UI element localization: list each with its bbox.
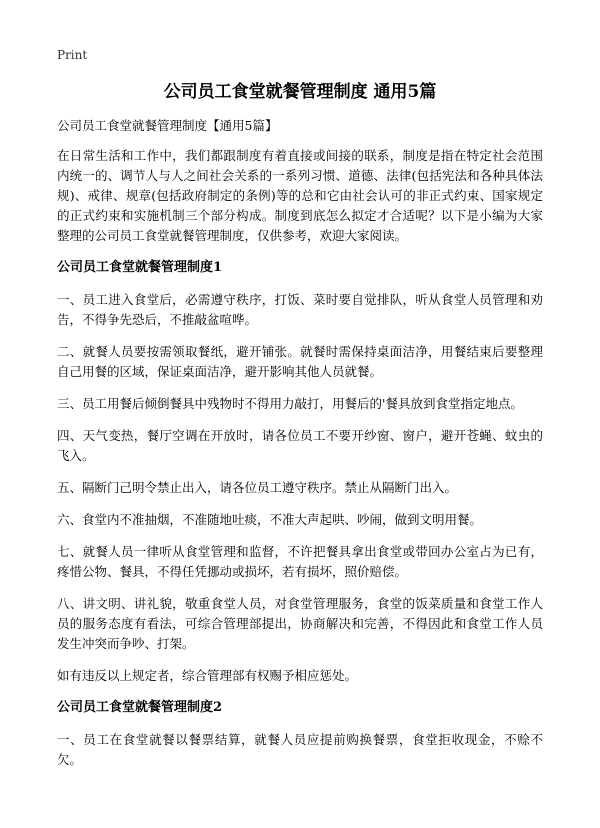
section-1-paragraph: 七、就餐人员一律听从食堂管理和监督，不许把餐具拿出食堂或带回办公室占为已有，疼惜公物、餐具，不得任凭挪动或损坏，若有损坏，照价赔偿。 xyxy=(57,544,543,579)
section-1-paragraph: 五、隔断门己明令禁止出入，请各位员工遵守秩序。禁止从隔断门出入。 xyxy=(57,480,458,495)
section-1-paragraph: 八、讲文明、讲礼貌，敬重食堂人员，对食堂管理服务，食堂的饭菜质量和食堂工作人员的服务态度有看法，可综合管理部提出，协商解决和完善，不得因此和食堂工作人员发生冲突而争吵、打架。 xyxy=(57,596,543,651)
document-subtitle: 公司员工食堂就餐管理制度【通用5篇】 xyxy=(57,118,278,133)
intro-paragraph: 在日常生活和工作中，我们都跟制度有着直接或间接的联系，制度是指在特定社会范围内统一的、调节人与人之间社会关系的一系列习惯、道德、法律(包括宪法和各种具体法规)、戒律、规章(包括政府制定的条例)等的总和它由社会认可的非正式约束、国家规定的正式约束和实施机制三个部分构成。制度到底怎么拟定才合适呢？以下是小编为大家整理的公司员工食堂就餐管理制度，仅供参考，欢迎大家阅读。 xyxy=(57,148,543,243)
section-1-paragraph: 如有违反以上规定者，综合管理部有权赐予相应惩处。 xyxy=(57,668,358,683)
section-1-paragraph: 一、员工进入食堂后，必需遵守秩序，打饭、菜时要自觉排队，听从食堂人员管理和劝告，不得争先恐后，不推敲盆喧哗。 xyxy=(57,292,543,327)
section-1-paragraph: 六、食堂内不准抽烟，不准随地吐痰，不准大声起哄、吵闹，做到文明用餐。 xyxy=(57,512,483,527)
print-link[interactable]: Print xyxy=(57,48,88,62)
document-body xyxy=(57,116,543,782)
section-1-paragraph: 二、就餐人员要按需领取餐纸，避开铺张。就餐时需保持桌面洁净，用餐结束后要整理自己用餐的区域，保证桌面洁净，避开影响其他人员就餐。 xyxy=(57,344,543,379)
section-heading-2: 公司员工食堂就餐管理制度2 xyxy=(57,700,223,715)
section-heading-1: 公司员工食堂就餐管理制度1 xyxy=(57,260,223,275)
section-1-paragraph: 三、员工用餐后倾倒餐具中残物时不得用力敲打，用餐后的'餐具放到食堂指定地点。 xyxy=(57,396,523,411)
document-title: 公司员工食堂就餐管理制度 通用5篇 xyxy=(163,82,437,102)
section-2-paragraph: 一、员工在食堂就餐以餐票结算，就餐人员应提前购换餐票，食堂拒收现金，不赊不欠。 xyxy=(57,732,543,767)
section-1-paragraph: 四、天气变热，餐厅空调在开放时，请各位员工不要开纱窗、窗户，避开苍蝇、蚊虫的飞入。 xyxy=(57,428,543,463)
